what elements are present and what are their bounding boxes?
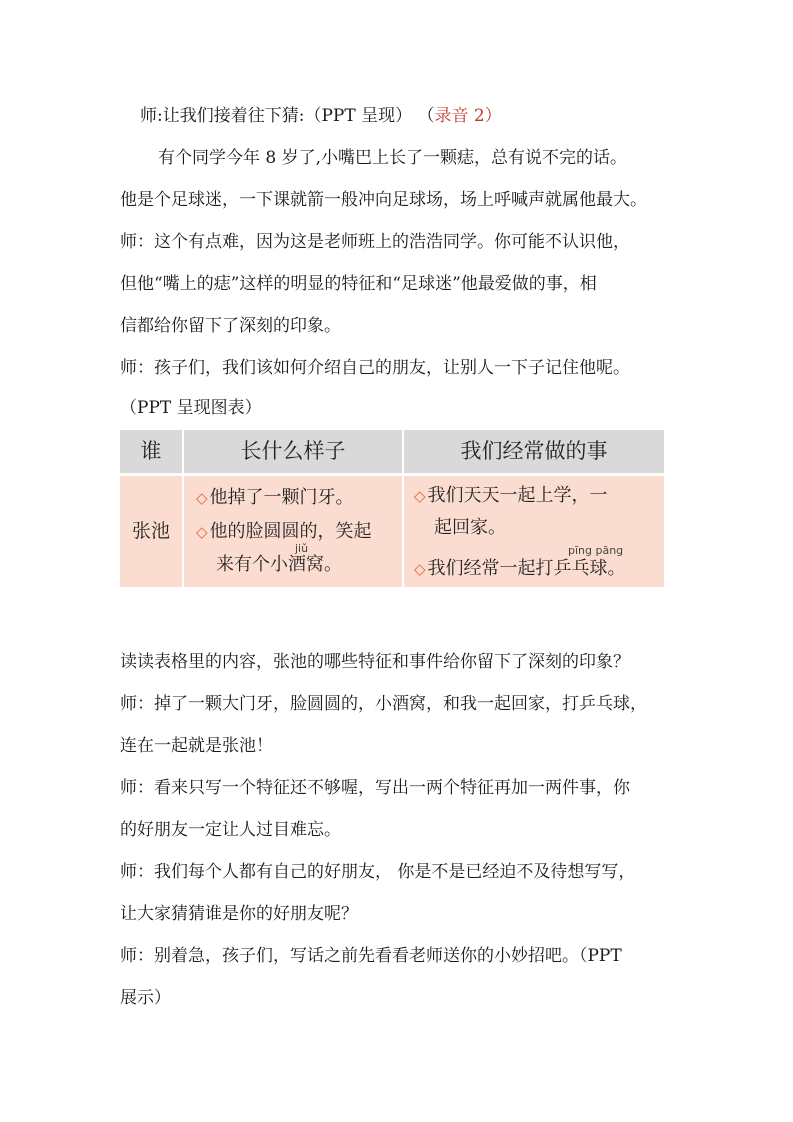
diamond-bullet-icon: ◇ bbox=[196, 489, 208, 507]
teacher-prompt: 师:让我们接着往下猜:（PPT 呈现） （ bbox=[140, 106, 435, 126]
table-cell-who: 张池 bbox=[131, 520, 170, 542]
looks-item-2-cont: 来有个小酒窝。 bbox=[216, 554, 342, 575]
paragraph-line-17: 展示） bbox=[120, 988, 171, 1008]
recording-label-close: ） bbox=[484, 106, 502, 126]
looks-item-2: ◇ 他的脸圆圆的，笑起 bbox=[196, 521, 372, 542]
paragraph-line-15: 让大家猜猜谁是你的好朋友呢？ bbox=[120, 904, 358, 924]
table-header-activities: 我们经常做的事 bbox=[460, 439, 608, 463]
looks-item-1: ◇ 他掉了一颗门牙。 bbox=[196, 487, 354, 508]
table-header-looks: 长什么样子 bbox=[240, 439, 346, 463]
paragraph-line-2: 有个同学今年 8 岁了,小嘴巴上长了一颗痣，总有说不完的话。 bbox=[158, 148, 628, 168]
paragraph-line-4: 师：这个有点难，因为这是老师班上的浩浩同学。你可能不认识他， bbox=[120, 232, 630, 252]
pinyin-pingpang: pīng pāng bbox=[568, 544, 624, 557]
paragraph-line-16: 师：别着急，孩子们，写话之前先看看老师送你的小妙招吧。（PPT bbox=[120, 946, 622, 966]
diamond-bullet-icon: ◇ bbox=[414, 560, 426, 578]
paragraph-line-12: 师：看来只写一个特征还不够喔，写出一两个特征再加一两件事，你 bbox=[120, 778, 630, 798]
activities-item-1-cont: 起回家。 bbox=[434, 517, 506, 538]
paragraph-line-8: （PPT 呈现图表） bbox=[120, 398, 262, 418]
diamond-bullet-icon: ◇ bbox=[196, 523, 208, 541]
table-column-divider bbox=[182, 430, 184, 587]
paragraph-line-9: 读读表格里的内容，张池的哪些特征和事件给你留下了深刻的印象？ bbox=[120, 652, 630, 672]
paragraph-line-14: 师：我们每个人都有自己的好朋友， 你是不是已经迫不及待想写写， bbox=[120, 862, 636, 882]
paragraph-line-13: 的好朋友一定让人过目难忘。 bbox=[120, 820, 341, 840]
paragraph-line-11: 连在一起就是张池！ bbox=[120, 736, 273, 756]
paragraph-line-5: 但他“嘴上的痣”这样的明显的特征和“足球迷”他最爱做的事，相 bbox=[120, 274, 597, 294]
paragraph-line-7: 师：孩子们，我们该如何介绍自己的朋友，让别人一下子记住他呢。 bbox=[120, 358, 630, 378]
activities-item-2: ◇ 我们经常一起打乒乓球。 bbox=[414, 558, 626, 579]
diamond-bullet-icon: ◇ bbox=[414, 487, 426, 505]
recording-label: 录音 2 bbox=[434, 106, 485, 126]
pinyin-jiu: jiǔ bbox=[295, 542, 309, 555]
paragraph-line-3: 他是个足球迷，一下课就箭一般冲向足球场，场上呼喊声就属他最大。 bbox=[120, 190, 647, 210]
feature-table-image bbox=[120, 430, 664, 587]
table-column-divider bbox=[402, 430, 404, 587]
activities-item-1: ◇ 我们天天一起上学，一 bbox=[414, 485, 608, 506]
paragraph-line-6: 信都给你留下了深刻的印象。 bbox=[120, 316, 341, 336]
table-header-who: 谁 bbox=[140, 439, 162, 463]
paragraph-line-1 bbox=[140, 104, 700, 128]
paragraph-line-10: 师：掉了一颗大门牙，脸圆圆的，小酒窝，和我一起回家，打乒乓球， bbox=[120, 694, 647, 714]
table-divider bbox=[120, 473, 664, 476]
